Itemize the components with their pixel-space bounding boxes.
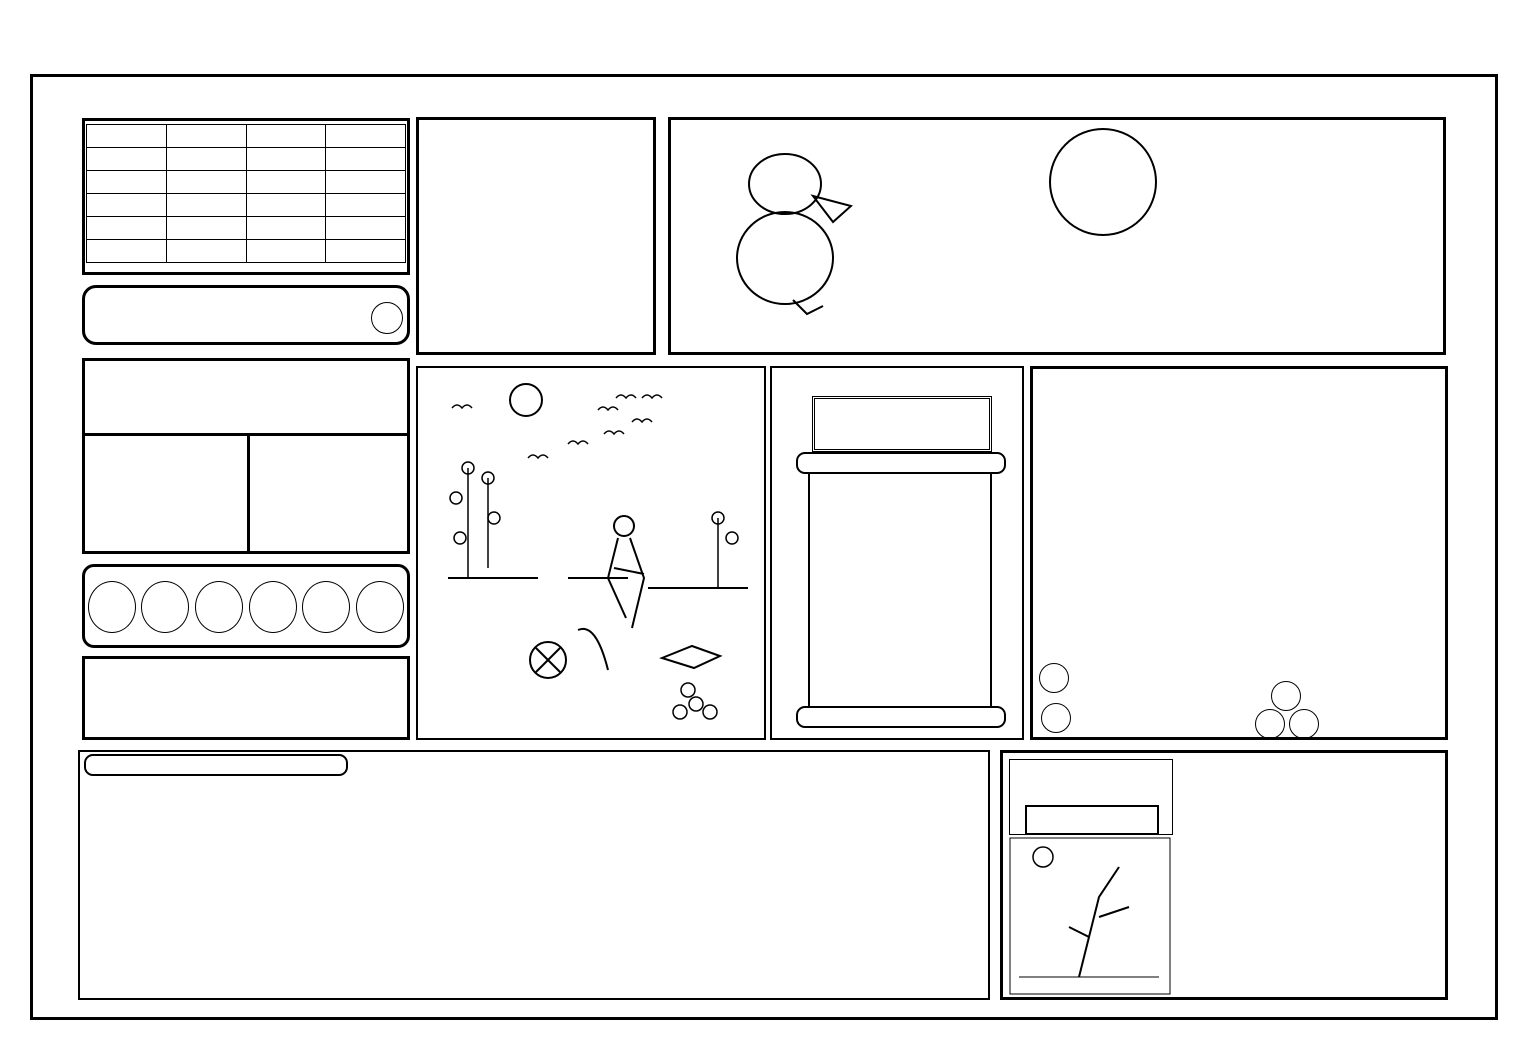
explain-title	[1025, 805, 1159, 835]
sun-icon	[510, 384, 542, 416]
fruit-icon	[673, 683, 717, 719]
special-balls-box	[82, 564, 410, 648]
table-row	[87, 194, 406, 217]
draw-49-box	[82, 285, 410, 345]
explain-illustration	[1009, 837, 1171, 995]
num-ball	[302, 581, 350, 633]
th-hottest	[166, 125, 246, 148]
analysis-column-a	[1045, 435, 1253, 705]
num-ball	[88, 581, 136, 633]
draw-numbers	[155, 302, 337, 326]
num-ball	[356, 581, 404, 633]
th-provide	[326, 125, 406, 148]
num-ball	[141, 581, 189, 633]
tips-box	[416, 117, 656, 355]
scroll-top	[796, 452, 1006, 474]
special-open-title	[85, 361, 407, 436]
num-ball	[195, 581, 243, 633]
table-row	[87, 240, 406, 263]
explain-box	[1000, 750, 1448, 1000]
special-ball	[371, 302, 403, 334]
special-balls	[85, 567, 407, 633]
treasure-title	[812, 396, 992, 452]
table-row	[87, 148, 406, 171]
scene-illustration	[418, 368, 764, 738]
analysis-ball	[1039, 663, 1069, 693]
th-category	[87, 125, 167, 148]
hot-cold-table-box	[82, 118, 410, 275]
person-icon	[608, 516, 644, 628]
analysis-box	[1030, 366, 1448, 740]
scroll-paper	[808, 472, 992, 708]
analysis-ball	[1041, 703, 1071, 733]
results-box	[78, 750, 990, 1000]
analysis-column-b	[1261, 435, 1447, 705]
treasure-map-box	[770, 366, 1024, 740]
table-row	[87, 217, 406, 240]
table-row	[87, 171, 406, 194]
th-coldest	[246, 125, 326, 148]
results-dot-grid	[346, 774, 986, 938]
gourd-icon	[733, 136, 853, 316]
stone-icon	[662, 646, 720, 668]
analysis-ball	[1255, 709, 1285, 739]
special-open-even	[250, 436, 408, 551]
gift-box	[82, 656, 410, 740]
hot-cold-table	[86, 124, 406, 263]
analysis-ball	[1271, 681, 1301, 711]
special-open-box	[82, 358, 410, 554]
scroll-bottom	[796, 706, 1006, 728]
birds-icon	[452, 395, 662, 458]
num-ball	[249, 581, 297, 633]
seal	[1049, 128, 1157, 236]
results-title	[84, 754, 348, 776]
special-open-big	[85, 436, 250, 551]
puzzle-picture	[416, 366, 766, 740]
flowers-icon	[450, 462, 738, 588]
analysis-ball	[1289, 709, 1319, 739]
logo-box	[668, 117, 1446, 355]
